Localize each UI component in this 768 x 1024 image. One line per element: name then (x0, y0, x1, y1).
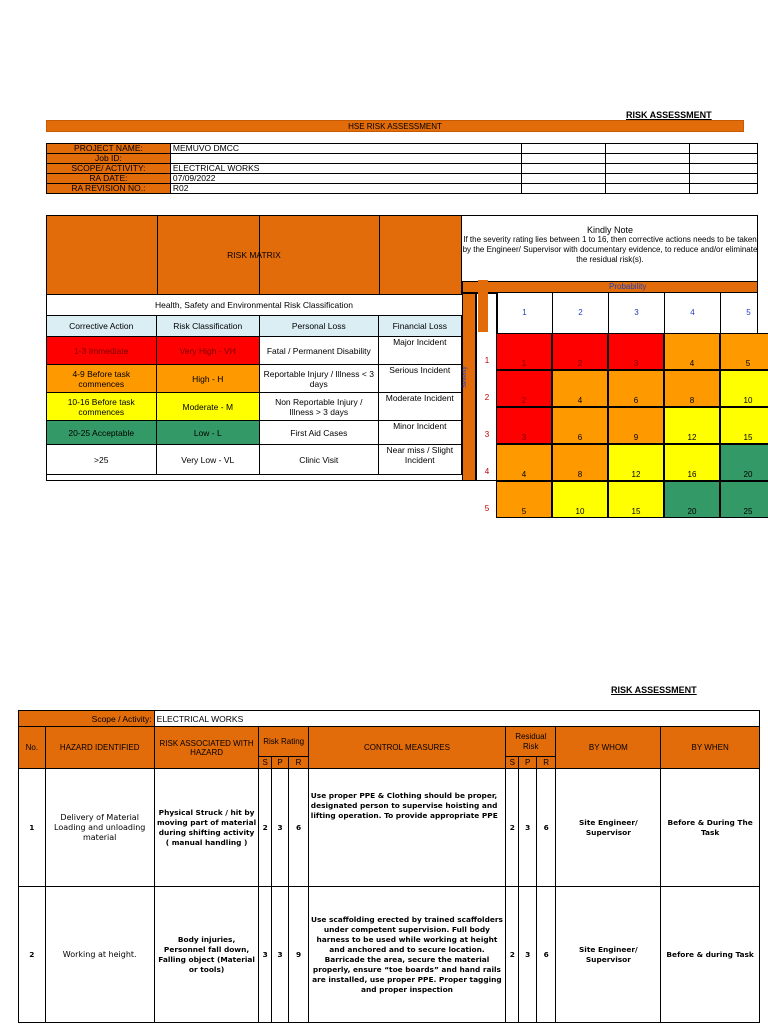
info-row (47, 164, 758, 174)
info-value: MEMUVO DMCC (170, 144, 522, 154)
residual-s: 2 (506, 769, 519, 887)
col-residual-s: S (506, 757, 519, 769)
risk-class-cell: Very Low - VL (156, 445, 259, 475)
hazard-row (19, 769, 760, 887)
info-value (170, 154, 522, 164)
col-risk-rating: Risk Rating (259, 727, 308, 757)
by-when-cell: Before & during Task (661, 887, 760, 1023)
project-info-table (46, 143, 758, 194)
hazard-cell: Delivery of Material Loading and unloading material (45, 769, 154, 887)
grid-cell: 10 (720, 370, 768, 407)
probability-value: 5 (720, 293, 768, 333)
risk-cell: Body injuries, Personnel fall down, Falling object (Material or tools) (154, 887, 259, 1023)
hazard-row (19, 887, 760, 1023)
risk-grid (476, 293, 758, 516)
grid-cell: 12 (664, 407, 720, 444)
grid-cell: 6 (608, 370, 664, 407)
risk-assessment-table (18, 710, 760, 1023)
personal-loss-cell: Clinic Visit (260, 445, 379, 475)
corrective-action-cell: 1-3 Immediate (47, 337, 157, 365)
risk-class-cell: Moderate - M (156, 393, 259, 421)
grid-cell: 25 (720, 481, 768, 518)
info-cell-empty (606, 174, 690, 184)
risk-matrix-title: RISK MATRIX (227, 250, 281, 260)
grid-cell: 5 (496, 481, 552, 518)
rating-p: 3 (271, 769, 288, 887)
risk-class-cell: High - H (156, 365, 259, 393)
info-value: ELECTRICAL WORKS (170, 164, 522, 174)
scope-label: Scope / Activity: (19, 711, 155, 727)
grid-cell: 8 (552, 444, 608, 481)
col-by-whom: BY WHOM (556, 727, 661, 769)
grid-cell: 15 (720, 407, 768, 444)
row-no: 1 (19, 769, 46, 887)
grid-cell: 16 (664, 444, 720, 481)
risk-classification-table (46, 315, 462, 475)
probability-label: Probability (609, 282, 647, 291)
info-cell-empty (689, 154, 757, 164)
info-label: Job ID: (47, 154, 171, 164)
probability-value: 3 (608, 293, 664, 333)
personal-loss-cell: Fatal / Permanent Disability (260, 337, 379, 365)
by-when-cell: Before & During The Task (661, 769, 760, 887)
hse-header-bar: HSE RISK ASSESSMENT (46, 120, 744, 132)
rating-r: 9 (289, 887, 309, 1023)
col-financial-loss: Financial Loss (378, 316, 461, 337)
severity-value: 1 (484, 356, 490, 365)
control-measures-cell: Use scaffolding erected by trained scaffolders under competent supervision. Full body harness to be used while working at height and anchored and to secure location. Barricade the area, secure the material properly, ensure “toe boards” and hand rails are installed, use proper PPE. Proper tagging and proper inspection (308, 887, 505, 1023)
col-r: R (289, 757, 309, 769)
info-cell-empty (522, 184, 606, 194)
severity-value: 2 (484, 393, 490, 402)
info-cell-empty (522, 174, 606, 184)
by-whom-cell: Site Engineer/ Supervisor (556, 769, 661, 887)
residual-p: 3 (519, 769, 536, 887)
grid-cell: 6 (552, 407, 608, 444)
info-label: RA DATE: (47, 174, 171, 184)
probability-bar (462, 281, 758, 293)
rating-s: 2 (259, 769, 271, 887)
personal-loss-cell: First Aid Cases (260, 421, 379, 445)
residual-r: 6 (536, 887, 556, 1023)
grid-cell: 20 (664, 481, 720, 518)
grid-cell: 3 (496, 407, 552, 444)
col-hazard: HAZARD IDENTIFIED (45, 727, 154, 769)
col-residual-r: R (536, 757, 556, 769)
col-control-measures: CONTROL MEASURES (308, 727, 505, 769)
severity-value: 4 (484, 467, 490, 476)
grid-cell: 2 (496, 370, 552, 407)
col-residual-risk: Residual Risk (506, 727, 556, 757)
grid-cell: 10 (552, 481, 608, 518)
hazard-cell: Working at height. (45, 887, 154, 1023)
col-risk: RISK ASSOCIATED WITH HAZARD (154, 727, 259, 769)
corrective-action-cell: >25 (47, 445, 157, 475)
info-cell-empty (689, 174, 757, 184)
personal-loss-cell: Reportable Injury / Illness < 3 days (260, 365, 379, 393)
severity-label: Severity (462, 366, 468, 388)
probability-value: 1 (496, 293, 552, 333)
info-value: R02 (170, 184, 522, 194)
financial-loss-cell: Minor Incident (378, 421, 461, 445)
grid-cell: 8 (664, 370, 720, 407)
corrective-action-cell: 10-16 Before task commences (47, 393, 157, 421)
rating-p: 3 (271, 887, 288, 1023)
grid-cell: 15 (608, 481, 664, 518)
info-cell-empty (606, 164, 690, 174)
classification-row (47, 393, 462, 421)
by-whom-cell: Site Engineer/ Supervisor (556, 887, 661, 1023)
col-corrective-action: Corrective Action (47, 316, 157, 337)
info-cell-empty (606, 154, 690, 164)
corrective-action-cell: 4-9 Before task commences (47, 365, 157, 393)
info-row (47, 184, 758, 194)
info-cell-empty (522, 144, 606, 154)
grid-cell: 9 (608, 407, 664, 444)
residual-p: 3 (519, 887, 536, 1023)
kindly-note-body: If the severity rating lies between 1 to 16, then corrective actions needs to be taken by the Engineer/ Supervisor with documentary evidence, to reduce and/or eliminate the residual risk(s). (462, 235, 758, 264)
residual-s: 2 (506, 887, 519, 1023)
severity-value: 3 (484, 430, 490, 439)
info-row (47, 174, 758, 184)
col-residual-p: P (519, 757, 536, 769)
info-label: SCOPE/ ACTIVITY: (47, 164, 171, 174)
residual-r: 6 (536, 769, 556, 887)
kindly-note (462, 215, 758, 281)
col-by-when: BY WHEN (661, 727, 760, 769)
financial-loss-cell: Near miss / Slight Incident (378, 445, 461, 475)
col-s: S (259, 757, 271, 769)
info-label: RA REVISION NO.: (47, 184, 171, 194)
info-cell-empty (522, 164, 606, 174)
sheet-title-2: RISK ASSESSMENT (611, 685, 697, 695)
col-risk-classification: Risk Classification (156, 316, 259, 337)
grid-cell: 2 (552, 333, 608, 370)
classification-row (47, 365, 462, 393)
col-p: P (271, 757, 288, 769)
risk-class-cell: Very High - VH (156, 337, 259, 365)
corrective-action-cell: 20-25 Acceptable (47, 421, 157, 445)
info-cell-empty (689, 184, 757, 194)
col-no: No. (19, 727, 46, 769)
info-row (47, 154, 758, 164)
grid-cell: 4 (496, 444, 552, 481)
sheet-title: RISK ASSESSMENT (626, 110, 712, 120)
info-cell-empty (689, 164, 757, 174)
kindly-note-title: Kindly Note (586, 225, 634, 235)
rating-s: 3 (259, 887, 271, 1023)
classification-row (47, 421, 462, 445)
control-measures-cell: Use proper PPE & Clothing should be proper, designated person to supervise hoisting and lifting operation. To provide appropriate PPE (308, 769, 505, 887)
col-personal-loss: Personal Loss (260, 316, 379, 337)
info-cell-empty (606, 144, 690, 154)
info-value: 07/09/2022 (170, 174, 522, 184)
grid-cell: 5 (720, 333, 768, 370)
severity-value: 5 (484, 504, 490, 513)
risk-class-cell: Low - L (156, 421, 259, 445)
grid-cell: 3 (608, 333, 664, 370)
scope-value: ELECTRICAL WORKS (154, 711, 759, 727)
grid-cell: 1 (496, 333, 552, 370)
classification-title: Health, Safety and Environmental Risk Classification (155, 300, 353, 310)
grid-cell: 4 (664, 333, 720, 370)
grid-cell: 12 (608, 444, 664, 481)
rating-r: 6 (289, 769, 309, 887)
info-cell-empty (606, 184, 690, 194)
financial-loss-cell: Serious Incident (378, 365, 461, 393)
info-label: PROJECT NAME: (47, 144, 171, 154)
info-row (47, 144, 758, 154)
probability-value: 4 (664, 293, 720, 333)
financial-loss-cell: Moderate Incident (378, 393, 461, 421)
classification-row (47, 337, 462, 365)
info-cell-empty (522, 154, 606, 164)
info-cell-empty (689, 144, 757, 154)
financial-loss-cell: Major Incident (378, 337, 461, 365)
risk-cell: Physical Struck / hit by moving part of material during shifting activity ( manual handling ) (154, 769, 259, 887)
grid-cell: 4 (552, 370, 608, 407)
probability-value: 2 (552, 293, 608, 333)
row-no: 2 (19, 887, 46, 1023)
classification-row (47, 445, 462, 475)
personal-loss-cell: Non Reportable Injury / Illness > 3 days (260, 393, 379, 421)
grid-cell: 20 (720, 444, 768, 481)
